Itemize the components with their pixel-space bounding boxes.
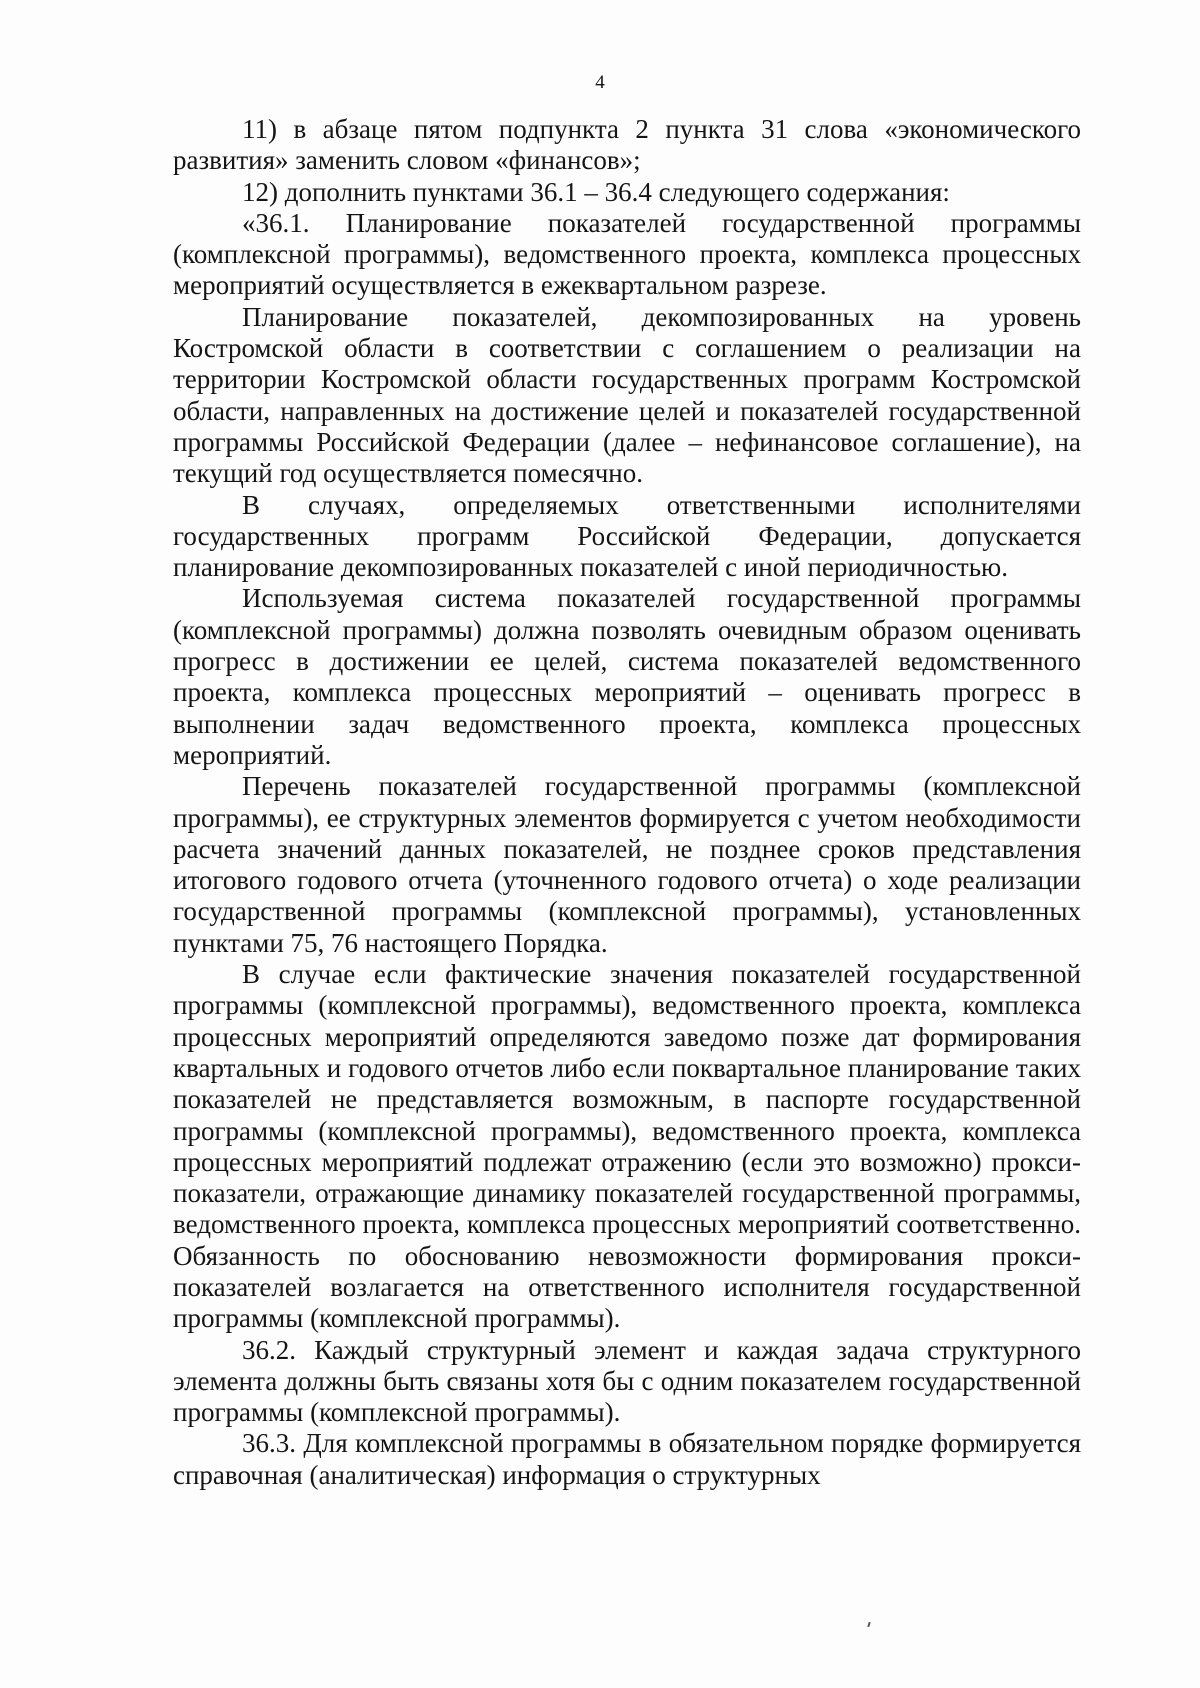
paragraph-item-11: 11) в абзаце пятом подпункта 2 пункта 31 слова «экономического развития» заменить словом «финансов»; xyxy=(173,114,1081,176)
scan-speck xyxy=(867,1622,870,1627)
paragraph-36-2: 36.2. Каждый структурный элемент и каждая задача структурного элемента должны быть связаны хотя бы с одним показателем государственной программы (комплексной программы). xyxy=(173,1334,1081,1428)
paragraph-periodicity: В случаях, определяемых ответственными исполнителями государственных программ Российской Федерации, допускается планирование декомпозированных показателей с иной периодичностью. xyxy=(173,489,1081,583)
paragraph-item-12: 12) дополнить пунктами 36.1 – 36.4 следующего содержания: xyxy=(242,176,950,207)
paragraph-36-3: 36.3. Для комплексной программы в обязательном порядке формируется справочная (аналитическая) информация о структурных xyxy=(173,1428,1081,1490)
document-body xyxy=(173,114,1081,1491)
paragraph-indicator-system: Используемая система показателей государственной программы (комплексной программы) должна позволять очевидным образом оценивать прогресс в достижении ее целей, система показателей ведомственного проекта, комплекса процессных мероприятий – оценивать прогресс в выполнении задач ведомственного проекта, комплекса процессных мероприятий. xyxy=(173,583,1081,770)
paragraph-36-1: «36.1. Планирование показателей государственной программы (комплексной программы), ведомственного проекта, комплекса процессных мероприятий осуществляется в ежеквартальном разрезе. xyxy=(173,207,1081,301)
paragraph-decomposed-indicators: Планирование показателей, декомпозированных на уровень Костромской области в соответствии с соглашением о реализации на территории Костромской области государственных программ Костромской области, направленных на достижение целей и показателей государственной программы Российской Федерации (далее – нефинансовое соглашение), на текущий год осуществляется помесячно. xyxy=(173,301,1081,489)
page-number: 4 xyxy=(595,72,605,93)
paragraph-indicator-list: Перечень показателей государственной программы (комплексной программы), ее структурных элементов формируется с учетом необходимости расчета значений данных показателей, не позднее сроков представления итогового годового отчета (уточненного годового отчета) о ходе реализации государственной программы (комплексной программы), установленных пунктами 75, 76 настоящего Порядка. xyxy=(173,771,1081,958)
paragraph-proxy-indicators: В случае если фактические значения показателей государственной программы (комплексной программы), ведомственного проекта, комплекса процессных мероприятий определяются заведомо позже дат формирования квартальных и годового отчетов либо если поквартальное планирование таких показателей не представляется возможным, в паспорте государственной программы (комплексной программы), ведомственного проекта, комплекса процессных мероприятий подлежат отражению (если это возможно) прокси-показатели, отражающие динамику показателей государственной программы, ведомственного проекта, комплекса процессных мероприятий соответственно. Обязанность по обоснованию невозможности формирования прокси-показателей возлагается на ответственного исполнителя государственной программы (комплексной программы). xyxy=(173,959,1081,1334)
